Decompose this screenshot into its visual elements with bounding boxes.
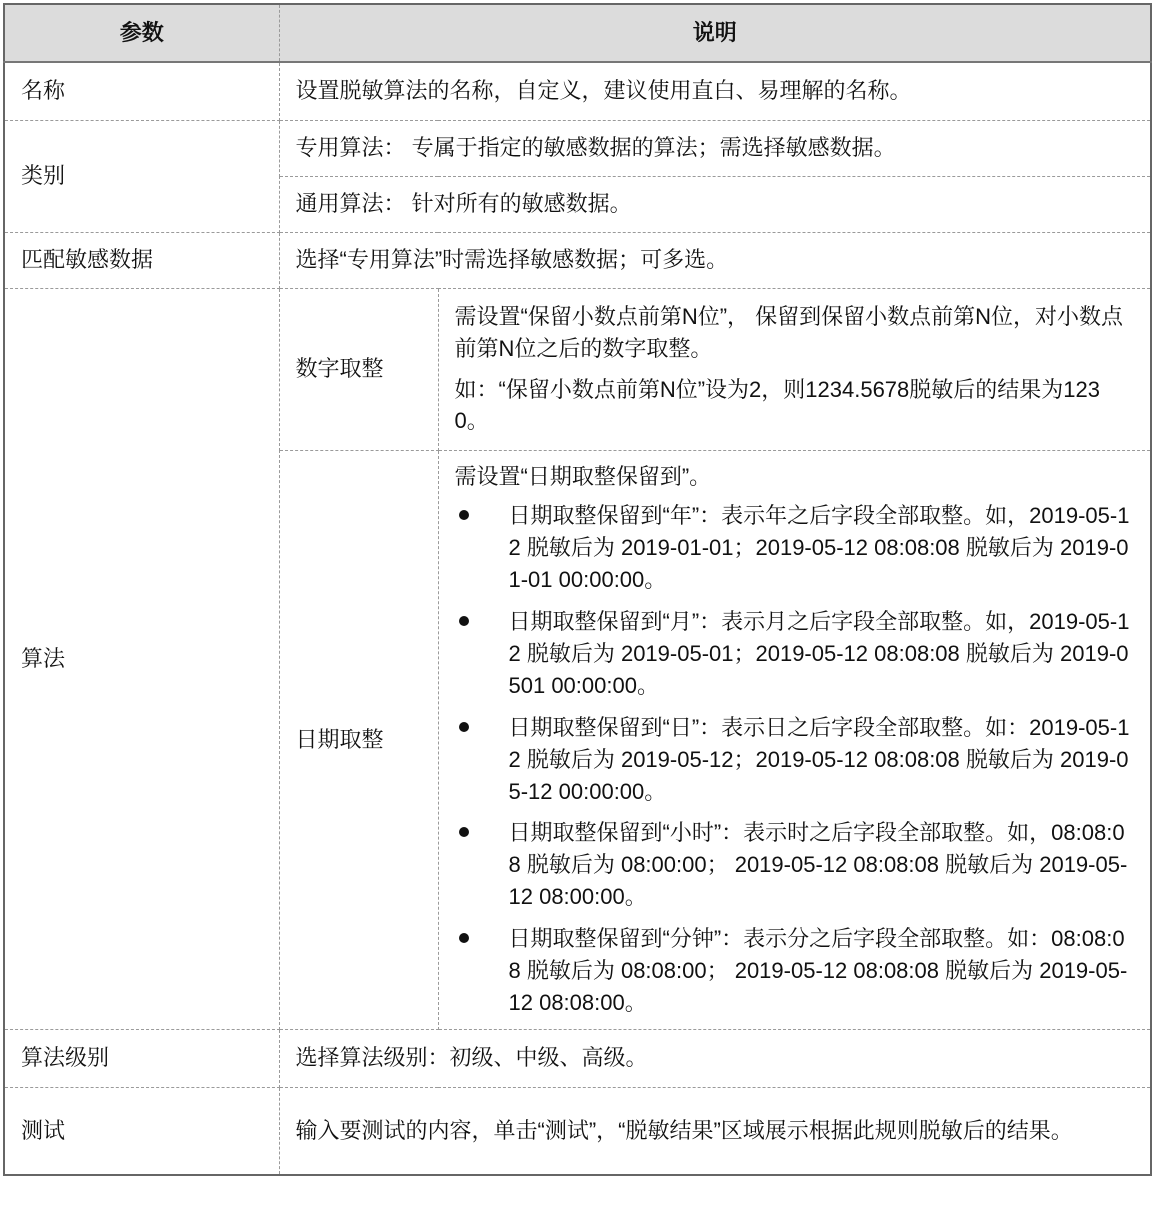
- param-algorithm: 算法: [4, 288, 279, 1029]
- algorithm-number-desc: [438, 288, 1151, 450]
- desc-name: 设置脱敏算法的名称，自定义，建议使用直白、易理解的名称。: [279, 62, 1151, 120]
- algorithm-number-label: 数字取整: [279, 288, 438, 450]
- algorithm-date-desc: [438, 450, 1151, 1029]
- filled-circle-icon: [457, 931, 471, 945]
- bullet-text: 日期取整保留到“日”：表示日之后字段全部取整。如：2019-05-12 脱敏后为 2019-05-12；2019-05-12 08:08:08 脱敏后为 2019-05-12 00:00:00。: [508, 714, 1130, 804]
- list-item: [455, 500, 1135, 596]
- date-desc-intro: 需设置“日期取整保留到”。: [454, 463, 712, 489]
- list-item: [455, 712, 1135, 808]
- number-desc-p1: 需设置“保留小数点前第N位”， 保留到保留小数点前第N位，对小数点前第N位之后的数字取整。: [454, 303, 1124, 361]
- param-category: 类别: [4, 120, 279, 232]
- algorithm-date-label: 日期取整: [279, 450, 438, 1029]
- date-bullet-list: [455, 500, 1135, 1018]
- bullet-text: 日期取整保留到“小时”：表示时之后字段全部取整。如，08:08:08 脱敏后为 08:00:00； 2019-05-12 08:08:08 脱敏后为 2019-05-12 08:00:00。: [508, 820, 1128, 910]
- table-row-algorithm-number: [4, 288, 1151, 450]
- filled-circle-icon: [457, 720, 471, 734]
- desc-match: 选择“专用算法”时需选择敏感数据；可多选。: [279, 232, 1151, 288]
- table-row-level: [4, 1029, 1151, 1087]
- header-param: 参数: [4, 4, 279, 62]
- parameter-table: [3, 3, 1152, 1176]
- bullet-text: 日期取整保留到“年”：表示年之后字段全部取整。如，2019-05-12 脱敏后为 2019-01-01；2019-05-12 08:08:08 脱敏后为 2019-01-01 00:00:00。: [508, 503, 1130, 593]
- table-row-name: [4, 62, 1151, 120]
- table-row-test: [4, 1087, 1151, 1175]
- param-test: 测试: [4, 1087, 279, 1175]
- filled-circle-icon: [457, 825, 471, 839]
- bullet-text: 日期取整保留到“分钟”：表示分之后字段全部取整。如：08:08:08 脱敏后为 08:08:00； 2019-05-12 08:08:08 脱敏后为 2019-05-12 08:08:00。: [508, 926, 1128, 1015]
- filled-circle-icon: [457, 508, 471, 522]
- table-row-match: [4, 232, 1151, 288]
- list-item: [455, 606, 1135, 702]
- param-level: 算法级别: [4, 1029, 279, 1087]
- table-row-category-special: [4, 120, 1151, 176]
- desc-category-special: 专用算法： 专属于指定的敏感数据的算法；需选择敏感数据。: [279, 120, 1151, 176]
- param-match: 匹配敏感数据: [4, 232, 279, 288]
- desc-test: 输入要测试的内容，单击“测试”，“脱敏结果”区域展示根据此规则脱敏后的结果。: [279, 1087, 1151, 1175]
- desc-category-general: 通用算法： 针对所有的敏感数据。: [279, 176, 1151, 232]
- bullet-text: 日期取整保留到“月”：表示月之后字段全部取整。如，2019-05-12 脱敏后为 2019-05-01；2019-05-12 08:08:08 脱敏后为 2019-0501 00:00:00。: [508, 609, 1130, 698]
- number-desc-p2: 如：“保留小数点前第N位”设为2，则1234.5678脱敏后的结果为1230。: [454, 376, 1100, 434]
- list-item: [455, 923, 1135, 1019]
- list-item: [455, 817, 1135, 913]
- header-desc: 说明: [279, 4, 1151, 62]
- header-row: [4, 4, 1151, 62]
- filled-circle-icon: [457, 614, 471, 628]
- param-name: 名称: [4, 62, 279, 120]
- desc-level: 选择算法级别：初级、中级、高级。: [279, 1029, 1151, 1087]
